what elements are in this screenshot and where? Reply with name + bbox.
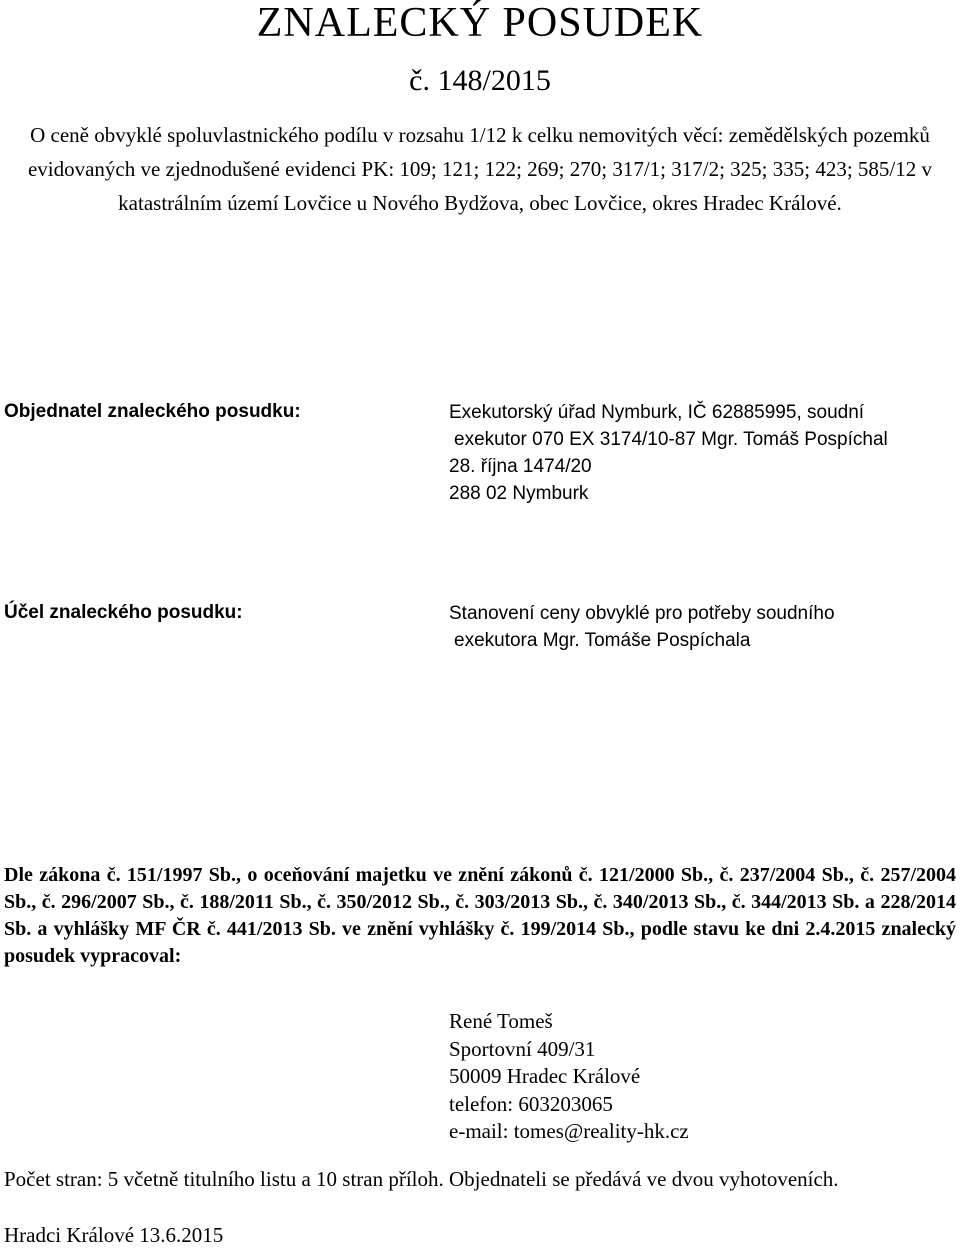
client-line-3: 28. října 1474/20 (449, 456, 592, 477)
page-count-note: Počet stran: 5 včetně titulního listu a 10 stran příloh. Objednateli se předává ve dvou vyhotoveních. (4, 1167, 839, 1191)
purpose-label: Účel znaleckého posudku: (4, 602, 243, 623)
client-details (449, 399, 888, 507)
intro-paragraph: O ceně obvyklé spoluvlastnického podílu v rozsahu 1/12 k celku nemovitých věcí: zemědělských pozemků evidovaných ve zjednodušené evidenci PK: 109; 121; 122; 269; 270; 317/1; 317/2; 325; 335; 423; 585/12 v katastrálním území Lovčice u Nového Bydžova, obec Lovčice, okres Hradec Králové. (27, 123, 933, 215)
purpose-line-1: Stanovení ceny obvyklé pro potřeby soudního (449, 603, 835, 624)
document-number: č. 148/2015 (409, 64, 551, 97)
purpose-details (449, 600, 835, 654)
legal-basis-paragraph: Dle zákona č. 151/1997 Sb., o oceňování majetku ve znění zákonů č. 121/2000 Sb., č. 237/2004 Sb., č. 257/2004 Sb., č. 296/2007 Sb., č. 188/2011 Sb., č. 350/2012 Sb., č. 303/2013 Sb., č. 340/2013 Sb., č. 344/2013 Sb. a 228/2014 Sb. a vyhlášky MF ČR č. 441/2013 Sb. ve znění vyhlášky č. 199/2014 Sb., podle stavu ke dni 2.4.2015 znalecký posudek vypracoval: (4, 864, 956, 967)
client-label: Objednatel znaleckého posudku: (4, 401, 301, 422)
client-line-2: exekutor 070 EX 3174/10-87 Mgr. Tomáš Pospíchal (454, 429, 888, 450)
expert-email: e-mail: tomes@reality-hk.cz (449, 1119, 689, 1143)
client-line-4: 288 02 Nymburk (449, 483, 589, 504)
expert-city: 50009 Hradec Králové (449, 1064, 641, 1088)
expert-street: Sportovní 409/31 (449, 1036, 596, 1061)
expert-contact (449, 1008, 689, 1146)
expert-name: René Tomeš (449, 1009, 553, 1033)
place-date: Hradci Králové 13.6.2015 (4, 1223, 224, 1247)
expert-phone: telefon: 603203065 (449, 1091, 613, 1116)
purpose-line-2: exekutora Mgr. Tomáše Pospíchala (454, 630, 751, 651)
client-line-1: Exekutorský úřad Nymburk, IČ 62885995, soudní (449, 402, 865, 423)
document-title: ZNALECKÝ POSUDEK (256, 0, 704, 46)
